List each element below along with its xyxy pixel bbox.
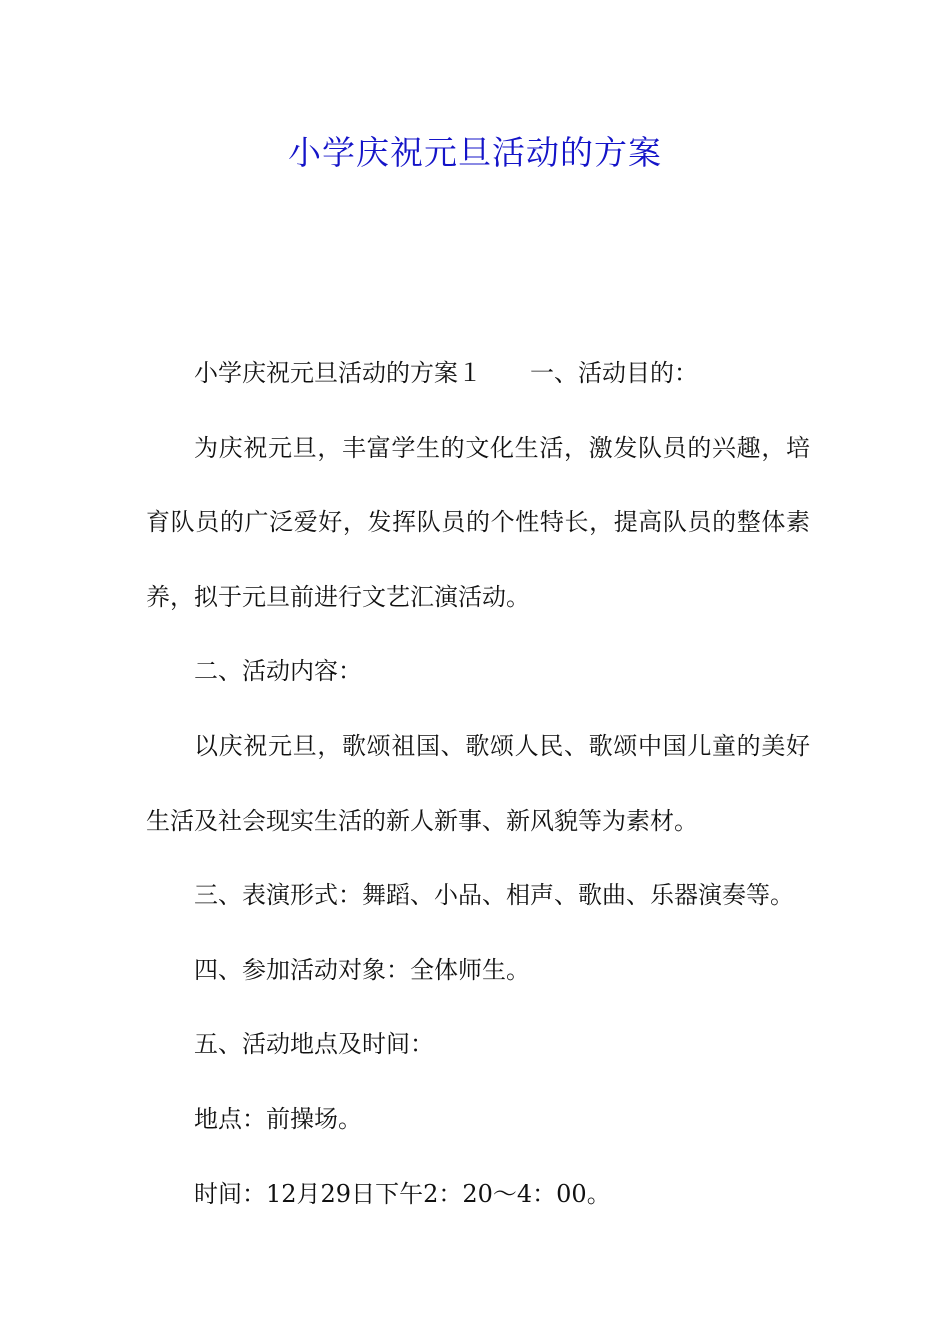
paragraph-time: 时间：12月29日下午2：20～4：00。 bbox=[194, 1179, 611, 1208]
document-body bbox=[146, 336, 810, 1231]
paragraph-content: 以庆祝元旦，歌颂祖国、歌颂人民、歌颂中国儿童的美好生活及社会现实生活的新人新事、新风貌等为素材。 bbox=[146, 731, 810, 835]
paragraph-location: 地点：前操场。 bbox=[194, 1104, 362, 1133]
section-heading-location-time: 五、活动地点及时间： bbox=[194, 1030, 434, 1059]
section-heading-form: 三、表演形式：舞蹈、小品、相声、歌曲、乐器演奏等。 bbox=[194, 881, 794, 910]
section-heading-participants: 四、参加活动对象：全体师生。 bbox=[194, 955, 530, 984]
paragraph-intro bbox=[146, 336, 810, 411]
paragraph-purpose: 为庆祝元旦，丰富学生的文化生活，激发队员的兴趣，培育队员的广泛爱好，发挥队员的个性特长，提高队员的整体素养，拟于元旦前进行文艺汇演活动。 bbox=[146, 433, 810, 611]
section-heading-purpose: 一、活动目的： bbox=[530, 359, 698, 387]
plan-heading: 小学庆祝元旦活动的方案１ bbox=[194, 359, 482, 387]
document-title: 小学庆祝元旦活动的方案 bbox=[288, 133, 662, 172]
section-heading-content: 二、活动内容： bbox=[194, 657, 362, 686]
